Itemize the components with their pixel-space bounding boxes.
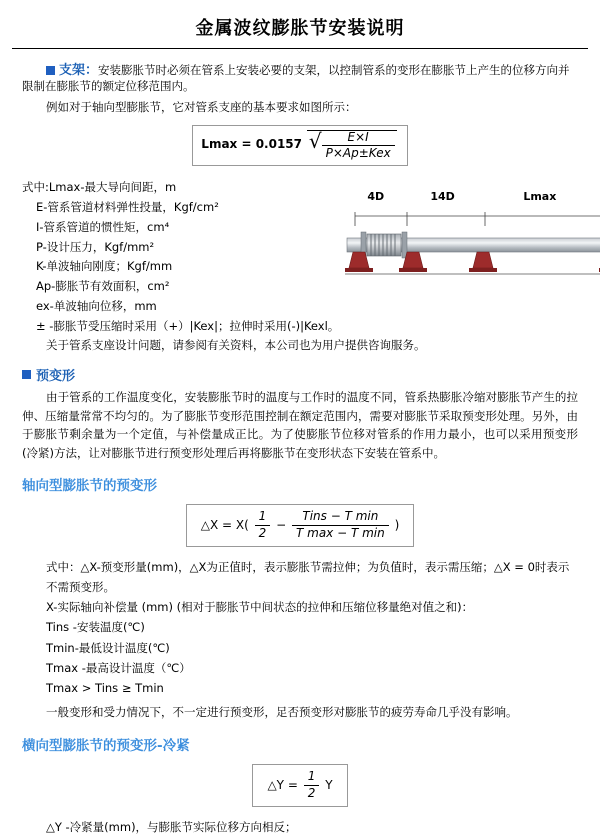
formula-axial-frac-half (255, 510, 271, 541)
formula-lmax-box (192, 125, 407, 167)
formula-lmax-fraction (322, 131, 395, 162)
formula-axial-frac-half-num: 1 (255, 510, 271, 526)
section-predeform-para1: 由于管系的工作温度变化，安装膨胀节时的温度与工作时的温度不同，管系热膨胀冷缩对膨胀节产生的拉伸、压缩量常常不均匀的。为了膨胀节变形范围控制在额定范围内，需要对膨胀节采取预变形处理。另外，由于膨胀节剩余量为一个定值，与补偿量成正比。为了使膨胀节位移对管系的作用力最小，也可以采用预变形(冷紧)方法，让对膨胀节进行预变形处理后再将膨胀节在变形状态下安装在管系中。 (22, 389, 578, 460)
formula-lmax-denominator: P×Ap±Kex (325, 146, 391, 161)
title-divider (12, 48, 588, 49)
pipe-diagram-svg (345, 206, 600, 298)
formula-lateral-frac-num: 1 (304, 770, 320, 786)
section-heading-support: 支架：安装膨胀节时必须在管系上安装必要的支架，以控制管系的变形在膨胀节上产生的位移方向并限制在膨胀节的额定位移范围内。 (22, 63, 570, 93)
subheading-axial-predeform: 轴向型膨胀节的预变形 (22, 478, 157, 495)
formula-lateral-frac-den: 2 (307, 785, 316, 800)
legend-item: 式中:Lmax-最大导向间距，m (22, 180, 177, 195)
legend-item: E-管系管道材料弹性投量，Kgf/cm² (36, 199, 219, 214)
formula-lateral-predeform (22, 764, 578, 807)
formula-lmax-lhs: Lmax = 0.0157 (201, 136, 303, 151)
subheading-lateral-predeform: 横向型膨胀节的预变形-冷紧 (22, 738, 190, 755)
section-support-closing: 关于管系支座设计问题，请参阅有关资料，本公司也为用户提供咨询服务。 (46, 338, 426, 353)
bullet-square-icon (22, 370, 31, 379)
formula-lmax-numerator: E×I (322, 131, 395, 147)
diagram-dimension-labels (345, 190, 600, 206)
legend-and-diagram (22, 172, 578, 336)
page-title: 金属波纹膨胀节安装说明 (195, 18, 405, 39)
formula-lateral-box (252, 764, 347, 807)
legend-item: ± -膨胀节受压缩时采用（+）|Kex|；拉伸时采用(-)|Kexl。 (36, 318, 340, 333)
section-support-intro: 安装膨胀节时必须在管系上安装必要的支架，以控制管系的变形在膨胀节上产生的位移方向并限制在膨胀节的额定位移范围内。 (22, 63, 570, 93)
pipe-support-diagram (345, 190, 600, 300)
section-support-para2: 例如对于轴向型膨胀节，它对管系支座的基本要求如图所示： (46, 100, 357, 114)
legend-item: I-管系管道的惯性矩，cm⁴ (36, 219, 170, 234)
axial-note: Tmax -最高设计温度（℃） (46, 660, 191, 675)
section-heading-support-label: 支架 (59, 63, 86, 78)
formula-axial-minus: − (276, 518, 287, 533)
formula-axial-frac-temp-den: T max − T min (295, 526, 385, 541)
bullet-square-icon (46, 66, 55, 75)
legend-item: Ap-膨胀节有效面积，cm² (36, 279, 170, 294)
diagram-label-lmax: Lmax (523, 190, 557, 204)
formula-axial-rhs: ) (394, 518, 400, 533)
formula-lateral-frac (304, 770, 320, 801)
formula-lateral-lhs: △Y = (267, 777, 298, 792)
formula-axial-box (186, 504, 415, 547)
formula-axial-frac-temp-num: Tins − T min (292, 510, 389, 526)
symbol-legend (22, 178, 339, 336)
legend-item: K-单波轴向刚度；Kgf/mm (36, 259, 173, 274)
axial-note: 一般变形和受力情况下，不一定进行预变形，足否预变形对膨胀节的疲劳寿命几乎没有影响。 (46, 704, 518, 719)
diagram-label-4d: 4D (367, 190, 385, 204)
section-heading-predeform-label: 预变形 (36, 368, 76, 384)
document-page (0, 14, 600, 834)
formula-lmax-sqrt (307, 130, 397, 162)
pipe-diagram-wrapper (345, 172, 600, 300)
radical-icon: √ (308, 128, 322, 153)
section-heading-predeform (22, 365, 578, 384)
formula-lmax (22, 125, 578, 167)
axial-note: X-实际轴向补偿量 (mm) (相对于膨胀节中间状态的拉伸和压缩位移量绝对值之和)： (46, 600, 474, 615)
diagram-label-14d: 14D (430, 190, 455, 204)
formula-axial-frac-temp (292, 510, 389, 541)
document-content (0, 59, 600, 837)
legend-item: P-设计压力，Kgf/mm² (36, 239, 155, 254)
axial-note: Tmax > Tins ≥ Tmin (46, 680, 164, 695)
axial-note: Tmin-最低设计温度(℃) (46, 640, 170, 655)
lateral-note: △Y -冷紧量(mm)，与膨胀节实际位移方向相反； (46, 819, 297, 834)
formula-axial-predeform (22, 504, 578, 547)
formula-axial-frac-half-den: 2 (258, 526, 267, 541)
formula-axial-lhs: △X = X( (200, 518, 249, 533)
formula-lateral-rhs: Y (325, 777, 333, 792)
axial-note: 式中：△X-预变形量(mm)，△X为正值时，表示膨胀节需拉伸；为负值时，表示需压缩；△X = 0时表示不需预变形。 (46, 560, 570, 595)
axial-note: Tins -安装温度(℃) (46, 620, 145, 635)
legend-item: ex-单波轴向位移，mm (36, 298, 157, 313)
